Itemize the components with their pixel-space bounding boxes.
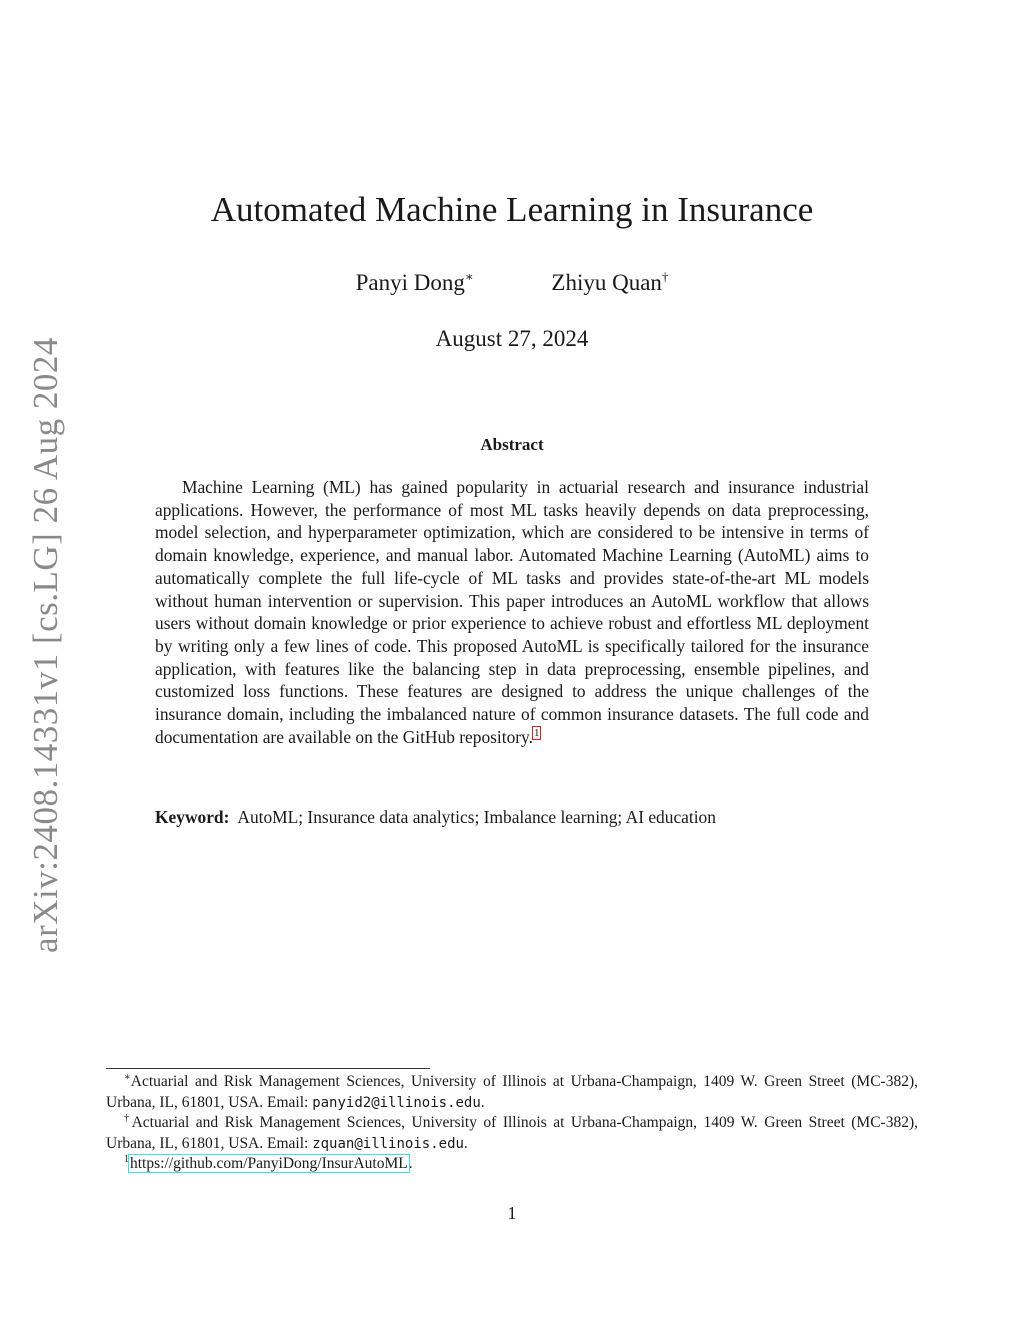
author-list xyxy=(0,268,1024,298)
github-repo-link[interactable]: https://github.com/PanyiDong/InsurAutoML xyxy=(130,1155,408,1172)
arxiv-side-stamp: arXiv:2408.14331v1 [cs.LG] 26 Aug 2024 xyxy=(26,337,65,953)
abstract-heading: Abstract xyxy=(480,435,544,454)
footnote-1-link[interactable]: 1 xyxy=(533,726,540,739)
footnote-3 xyxy=(106,1154,918,1175)
keywords-line xyxy=(155,806,869,828)
abstract-body xyxy=(155,476,869,748)
footnote-divider xyxy=(106,1068,430,1069)
footnote-mark: † xyxy=(124,1113,132,1124)
author-footnote-mark: ∗ xyxy=(464,269,474,284)
author-name: Panyi Dong xyxy=(355,270,465,295)
keywords-label: Keyword: xyxy=(155,807,230,827)
author-1 xyxy=(356,268,474,298)
footnote-end: . xyxy=(463,1134,468,1152)
footnote-mark: 1 xyxy=(124,1154,129,1165)
author-name: Zhiyu Quan xyxy=(551,270,662,295)
author-2 xyxy=(551,268,668,298)
footnotes xyxy=(106,1072,918,1175)
footnote-text: Actuarial and Risk Management Sciences, University of Illinois at Urbana-Champaign, 1409 W. Green Street (MC-382), Urbana, IL, 61801, USA. Email: xyxy=(106,1073,918,1111)
author-footnote-mark: † xyxy=(661,269,669,284)
abstract-text: Machine Learning (ML) has gained popularity in actuarial research and insurance industrial applications. However, the performance of most ML tasks heavily depends on data preprocessing, model selection, and hyperparameter optimization, which are considered to be intensive in terms of domain knowledge, experience, and manual labor. Automated Machine Learning (AutoML) aims to automatically complete the full life-cycle of ML tasks and provides state-of-the-art ML models without human intervention or supervision. This paper introduces an AutoML workflow that allows users without domain knowledge or prior experience to achieve robust and effortless ML deployment by writing only a few lines of code. This proposed AutoML is specifically tailored for the insurance application, with features like the balancing step in data preprocessing, ensemble pipelines, and customized loss functions. These features are designed to address the unique challenges of the insurance domain, including the imbalanced nature of common insurance datasets. The full code and documentation are available on the GitHub repository. xyxy=(155,477,869,747)
paper-title: Automated Machine Learning in Insurance xyxy=(210,190,814,229)
keywords-text: AutoML; Insurance data analytics; Imbalance learning; AI education xyxy=(237,807,716,827)
email-address: panyid2@illinois.edu xyxy=(312,1094,481,1111)
footnote-text: Actuarial and Risk Management Sciences, University of Illinois at Urbana-Champaign, 1409 W. Green Street (MC-382), Urbana, IL, 61801, USA. Email: xyxy=(106,1114,918,1152)
publication-date: August 27, 2024 xyxy=(435,326,589,351)
footnote-end: . xyxy=(408,1155,413,1172)
page-number: 1 xyxy=(507,1203,517,1223)
footnote-end: . xyxy=(480,1093,485,1111)
footnote-2 xyxy=(106,1113,918,1154)
footnote-mark: ∗ xyxy=(124,1072,131,1083)
footnote-1 xyxy=(106,1072,918,1113)
email-address: zquan@illinois.edu xyxy=(312,1135,464,1152)
